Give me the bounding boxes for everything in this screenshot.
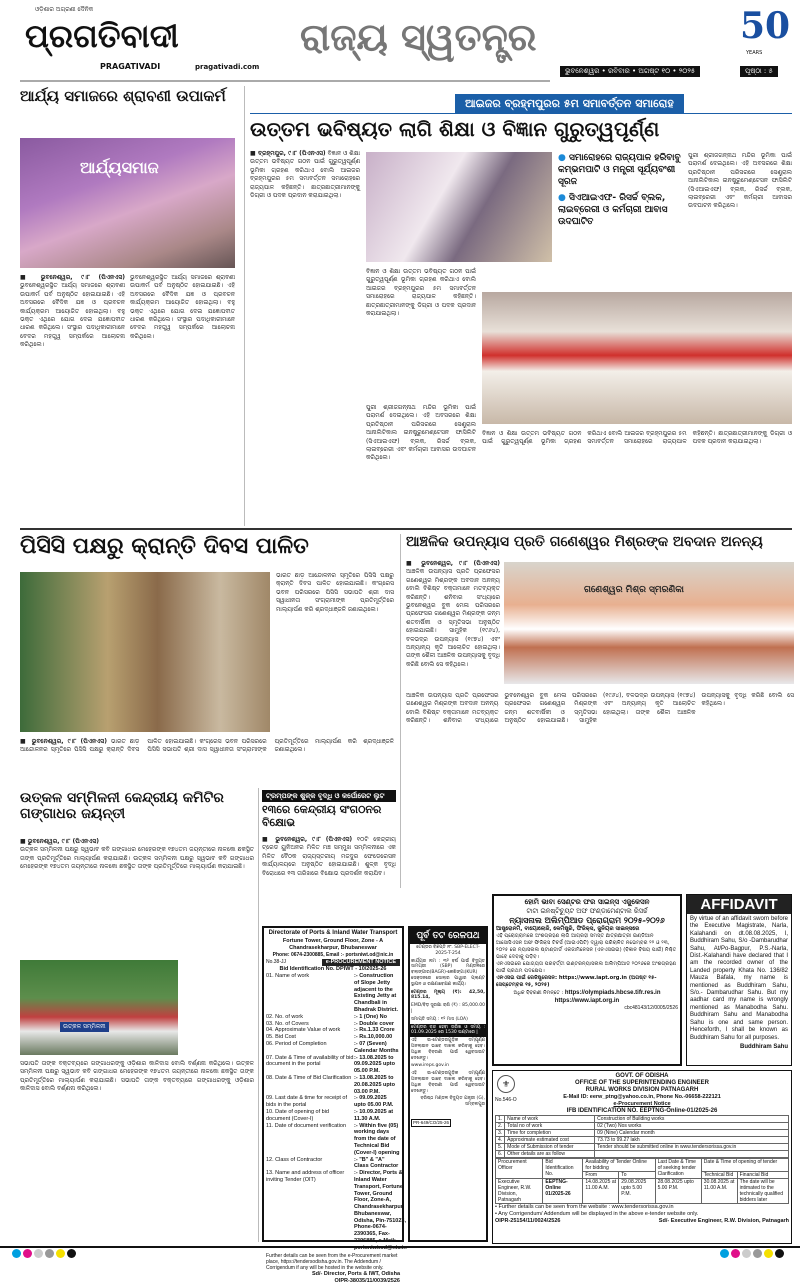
- anniversary-label: YEARS: [746, 50, 763, 56]
- grey-dot-icon: [742, 1249, 751, 1258]
- pcc-body-lower: [20, 738, 394, 780]
- railway-tender-no: ଟେଣ୍ଡର ବିଜ୍ଞପ୍ତି ନଂ. SBP-ELECT-2025-T-254: [416, 945, 480, 956]
- table-cell: EEPTNG-Online 01/2025-26: [543, 1179, 583, 1204]
- arya-body-col2: [130, 274, 235, 524]
- affidavit-ad: [686, 894, 792, 1066]
- row-value: :- Double cover: [354, 1020, 395, 1027]
- logo-wordmark: ପ୍ରଗତିବାଦୀ: [25, 17, 179, 55]
- table-cell: 4.: [496, 1137, 505, 1144]
- ports-address2: Chandrasekharpur, Bhubaneswar: [289, 944, 377, 951]
- table-row: [496, 1179, 789, 1204]
- cyan-dot-icon: [720, 1249, 729, 1258]
- table-row: [266, 1157, 400, 1171]
- highlight-item: ● ସିଏଆଇଏଫ- ରିସର୍ଚ୍ଚ ବ୍ଲକ, ଲାଇବ୍ରେରୀ ଓ କର୍ମଚାରୀ ଆବାସ ଉଦଘାଟିତ: [558, 193, 668, 227]
- table-cell: [595, 1151, 789, 1158]
- row-label: 04. Approximate Value of work: [266, 1027, 341, 1034]
- ports-tender-ad: [262, 926, 406, 1285]
- trade-kicker: ଟ୍ରମ୍ପଙ୍କ ଶୁଳ୍କ ବୃଦ୍ଧି ଓ କର୍ପୋରେଟ ଲୁଟ: [262, 790, 396, 802]
- railway-emd: EMD/ବିଡ଼ ସୁରକ୍ଷା ରାଶି (₹) : 85,000.00 |: [411, 1003, 485, 1014]
- row-value: :- 13.08.2025 to 20.08.2025 upto 03.00 P.M.: [354, 1074, 395, 1095]
- logo-english: PRAGATIVADI: [100, 62, 161, 71]
- table-row: [496, 1151, 789, 1158]
- olympiad-link-1: ଅଧିକ ବିବରଣୀ ନିମନ୍ତେ : https://olympiads.hbcse.tifr.res.in: [513, 990, 661, 996]
- rwd-gov: GOVT. OF ODISHA: [615, 1073, 669, 1079]
- row-value: :- Rs.1.33 Crore: [354, 1027, 395, 1034]
- dateline: ଭୁବନେଶ୍ୱର • ରବିବାର • ଅଗଷ୍ଟ ୧୦ • ୨୦୨୫: [560, 66, 700, 77]
- row-label: 10. Date of opening of bid document (Cover-I): [266, 1108, 329, 1122]
- row-value: :- Construction of Slope Jetty adjacent to the Existing Jetty at Chandbali in Bhadrak District.: [354, 973, 399, 1013]
- table-cell: Name of work: [505, 1116, 595, 1123]
- table-cell: 28.08.2025 upto 5.00 P.M.: [655, 1179, 701, 1204]
- row-value: :- 07 (Seven) Calendar Months: [354, 1040, 399, 1054]
- table-cell: 5.: [496, 1144, 505, 1151]
- table-cell: Other details are as follow: [505, 1151, 595, 1158]
- olympiad-body2: ଏନଏସଇରେ ଯୋଗ୍ୟତା ପରବର୍ତ୍ତୀ ଇଣ୍ଟରନ୍ୟାସନାଲ ଅଲିମ୍ପିଆଡ ୨୦୨୬ରେ ଅଂଶଗ୍ରହଣ ପାଇଁ ପ୍ରଥମ ପଦକ୍ଷେପ।: [496, 961, 677, 974]
- railway-loa: ସମାପ୍ତି ସମୟ : ୧୨ ମାସ (LOA): [411, 1016, 468, 1022]
- row-label: 11. Date of document verification: [266, 1122, 346, 1129]
- novel-headline: ଆଞ୍ଚଳିକ ଉପନ୍ୟାସ ପ୍ରତି ଗଣେଶ୍ୱର ମିଶ୍ରଙ୍କ ଅବଦାନ ଅନନ୍ୟ: [406, 534, 763, 550]
- row-label: 02. No. of work: [266, 1013, 303, 1020]
- ports-contact: Phone: 0674-2300885, Email :- portsniwt.od@nic.in: [272, 951, 394, 958]
- novel-dateline: ■ ଭୁବନେଶ୍ୱର, ୯।୮ (ପିଏନଏସ): [406, 560, 500, 567]
- rwd-oipr: OIPR-25154/11/0024/2526: [495, 1217, 561, 1224]
- row-value: :- 09.09.2025 upto 05.00 P.M.: [354, 1095, 394, 1109]
- magenta-dot-icon: [23, 1249, 32, 1258]
- rwd-sign: Sd/- Executive Engineer, R.W. Division, Patnagarh: [658, 1217, 789, 1224]
- black-dot-icon: [67, 1249, 76, 1258]
- olympiad-subjects: ଆଷ୍ଟ୍ରୋନମି, ବାୟୋଲୋଜି, କେମିଷ୍ଟ୍ରି, ଫିଜିକ୍ସ, ଜୁନିୟର ସାଇନ୍ସରେ: [496, 925, 640, 932]
- iiser-side-body: ପୁରୀ ଶ୍ରୀଜଗନ୍ନାଥ ମନ୍ଦିର ଭୂମିକା ପାଇଁ ପରାମର୍ଶ ଦେଇଥିଲେ। ଏହି ଅବସରରେ ଶିକ୍ଷା ପ୍ରତିଷ୍ଠାନ ପରିସରରେ ସେଣ୍ଟ୍ରାଲ ଆନାଲିଟିକାଲ ଇନଷ୍ଟ୍ରୁମେଣ୍ଟେସନ ଫାସିଲିଟି (ସିଏଆଇଏଫ) ବ୍ଲକ, ରିସର୍ଚ୍ଚ ବ୍ଲକ, ଲାଇବ୍ରେରୀ ଏବଂ କର୍ମଚାରୀ ଆବାସର ଉଦଘାଟନ କରିଥିଲେ।: [688, 152, 792, 210]
- table-cell: Executive Engineer, R.W. Division, Patnagarh: [496, 1179, 543, 1204]
- ports-oipr: OIPR-38035/11/0039/2526: [334, 1278, 400, 1285]
- black-dot-icon: [775, 1249, 784, 1258]
- iiser-body: ବିଜ୍ଞାନ ଓ ଶିକ୍ଷା ଉତ୍ତମ ଭବିଷ୍ୟତ ଗଠନ ପାଇଁ ଗୁରୁତ୍ୱପୂର୍ଣ୍ଣ ଭୂମିକା ଗ୍ରହଣ କରିଥାଏ ବୋଲି ଆଇଜର ବ୍ରହ୍ମପୁରର ୫ମ ସମାବର୍ତ୍ତନ ସମାରୋହରେ ରାଜ୍ୟପାଳ କହିଛନ୍ତି। ଛାତ୍ରଛାତ୍ରୀମାନଙ୍କୁ ଡିଗ୍ରୀ ଓ ପଦକ ପ୍ରଦାନ କରାଯାଇଥିଲା।: [250, 150, 360, 200]
- table-cell: 3.: [496, 1130, 505, 1137]
- table-row: [496, 1144, 789, 1151]
- rwd-ifb: IFB IDENTIFICATION NO. EEPTNG-Online-01/2025-26: [566, 1108, 718, 1114]
- rwd-schedule-table: [495, 1158, 789, 1204]
- kicker-rule: [250, 113, 792, 114]
- table-row: [266, 1034, 400, 1041]
- table-row: [266, 1021, 400, 1028]
- railway-work: କାର୍ଯ୍ୟର ନାମ : ୩୨ ବର୍ଷ ପାଇଁ ବିଦ୍ୟୁତ ସାମଗ୍ରୀ (SBP) ମଣ୍ଡଳରେ ବଲାଙ୍ଗୀର(BAGR)-କେଶିଙ୍ଗା(KUR) ସେକ୍ସନରେ ସୋଲାର ପାୱାର ପ୍ଲାଣ୍ଟ ସ୍ଥାପନ ଓ ରକ୍ଷଣାବେକ୍ଷଣ କାର୍ଯ୍ୟ।: [411, 958, 485, 987]
- section-title: ରାଜ୍ୟ ସ୍ୱତନ୍ତ୍ର: [300, 15, 537, 59]
- row-value: :- 10.09.2025 at 11.30 A.M.: [354, 1108, 394, 1122]
- utkal-dateline: ■ ଭୁବନେଶ୍ୱର, ୯।୮ (ପିଏନଏସ): [20, 838, 99, 845]
- section-divider: [20, 528, 792, 530]
- trade-body-text: ୧୦ଟି କେନ୍ଦ୍ରୀୟ ଟ୍ରେଡ ୟୁନିଅନର ମିଳିତ ମଞ୍ଚ ସମ୍ମୁଖ ସମ୍ମିଳନୀରେ ଏକ ମିଳିତ ବୈଠକ ରାଜ୍ୟସ୍ତରୀୟ ମଜଦୁର ଫେଡେରେସନ କାର୍ଯ୍ୟାଳୟରେ ଅନୁଷ୍ଠିତ ହୋଇଯାଇଛି। ଶୁଳ୍କ ବୃଦ୍ଧି ବିରୋଧରେ ୧୩ ତାରିଖରେ ବିକ୍ଷୋଭ ପ୍ରଦର୍ଶନ କରାଯିବ।: [262, 836, 396, 877]
- table-cell: 73.73 to 99.27 lakh: [595, 1137, 789, 1144]
- affidavit-body: By virtue of an affidavit sworn before the Executive Magistrate, Narla, Kalahandi on dt.08.08.2025, I, Buddhiram Sahu, S/o -Dambarudhar Sahu, At/Po-Bagpur, P.S.-Narla, Dist.-Kalahandi have declared that I am the recorded owner of the Landed property Khata No. 136/82 Mauza Bafala, my name is mentioned as Buddhiram Sahu, S/o.- Dambarudhar Sahu. But my aadhar card my name is wrongly mentioned as Manabodha Sahu. Buddhiram Sahu and Manabodha Sahu is one and same person. Henceforth, I shall be known as Buddhiram Sahu for all purposes.: [690, 916, 788, 1041]
- trade-body: [262, 836, 396, 922]
- table-row: [496, 1159, 789, 1172]
- ports-bid-id: Bid Identification No. DPIWT - 10/2025-26: [279, 966, 387, 972]
- grey-dot-icon: [34, 1249, 43, 1258]
- row-value: :- Director, Ports & Inland Water Transport, Fortune Tower, Ground Floor, Zone-A, Chandrasekharpur, Bhubaneswar, Odisha, Pin-751023, Phone-0674-2390365, Fax-2396885, e-Mail: -: [354, 1170, 406, 1245]
- table-cell: 09 (Nine) Calendar month: [595, 1130, 789, 1137]
- table-row: [496, 1130, 789, 1137]
- row-label: 09. Last date & time for receipt of bids in the portal: [266, 1095, 348, 1109]
- iiser-headline: ଉତ୍ତମ ଭବିଷ୍ୟତ ଲାଗି ଶିକ୍ଷା ଓ ବିଜ୍ଞାନ ଗୁରୁତ୍ୱପୂର୍ଣ୍ଣ: [250, 117, 660, 141]
- utkal-body2: ସଭାପତି ତାଙ୍କ ବକ୍ତବ୍ୟରେ ଗଙ୍ଗାଧରଙ୍କୁ ଓଡ଼ିଶାର କାଳିଦାସ ବୋଲି ବର୍ଣ୍ଣନା କରିଥିଲେ। ଉତ୍କଳ ସମ୍ମିଳନୀ ପକ୍ଷରୁ ସ୍ୱଭାବ କବି ଗଙ୍ଗାଧର ମେହେରଙ୍କ ୧୭୪ତମ ଜୟନ୍ତୀରେ ନାଳକୋ ଛକସ୍ଥିତ ତାଙ୍କ ପ୍ରତିମୂର୍ତ୍ତିରେ ମାଲ୍ୟାର୍ପଣ କରାଯାଇଛି। ସଭାପତି ତାଙ୍କ ବକ୍ତବ୍ୟରେ ଗଙ୍ଗାଧରଙ୍କୁ ଓଡ଼ିଶାର କାଳିଦାସ ବୋଲି ବର୍ଣ୍ଣନା କରିଥିଲେ।: [20, 1060, 254, 1093]
- affidavit-sign: Buddhiram Sahu: [739, 1043, 788, 1050]
- table-row: [266, 1123, 400, 1157]
- railway-site[interactable]: www.ireps.gov.in: [411, 1063, 449, 1069]
- column-divider: [258, 788, 259, 1242]
- olympiad-ref: cbc48143/12/0005/2526: [624, 1005, 678, 1011]
- table-cell: Construction of Building works: [595, 1116, 789, 1123]
- pcc-body: ଭାରତ ଛାଡ଼ ଆନ୍ଦୋଳନର ସ୍ମୃତିରେ ପିସିସି ପକ୍ଷରୁ କ୍ରାନ୍ତି ଦିବସ ପାଳିତ ହୋଇଯାଇଛି। କଂଗ୍ରେସ ଭବନ ପରିସରରେ ପିସିସି ସଭାପତି ଶ୍ରୀ ଦାସ ସ୍ୱାଧୀନତା ସଂଗ୍ରାମୀଙ୍କ ପ୍ରତିମୂର୍ତ୍ତିରେ ମାଲ୍ୟାର୍ପଣ କରି ଶ୍ରଦ୍ଧାଞ୍ଜଳି ଜଣାଇଥିଲେ।: [276, 572, 394, 613]
- novel-photo-banner: ଗଣେଶ୍ୱର ମିଶ୍ର ସ୍ମରଣିକା: [584, 585, 684, 595]
- arya-photo[interactable]: [20, 138, 235, 268]
- anniversary-logo: [740, 6, 790, 66]
- arya-body-cont: ଭୁବନେଶ୍ୱରସ୍ଥିତ ଆର୍ଯ୍ୟ ସମାଜରେ ଶ୍ରାବଣୀ ଉପାକର୍ମ ପର୍ବ ଅନୁଷ୍ଠିତ ହୋଇଯାଇଛି। ଏହି ଅବସରରେ ବୈଦିକ ଯଜ୍ଞ ଓ ପ୍ରବଚନ କାର୍ଯ୍ୟକ୍ରମ ଆୟୋଜିତ ହୋଇଥିଲା। ବହୁ ଭକ୍ତ ଏଥିରେ ଯୋଗ ଦେଇ ଯଜ୍ଞୋପବୀତ ଧାରଣ କରିଥିଲେ। ସଂସ୍ଥାର ପଦାଧିକାରୀମାନେ ବେଦର ମହତ୍ତ୍ୱ ସମ୍ପର୍କରେ ଆଲୋଚନା କରିଥିଲେ।: [130, 274, 235, 340]
- olympiad-title: ନ୍ୟାସନାଲ ଅଲିମ୍ପିଆଡ ପ୍ରୋଗ୍ରାମ ୨୦୨୫-୨୦୨୬: [509, 915, 665, 925]
- header-cell: To: [619, 1172, 655, 1179]
- rwd-contact: E-Mail ID: eerw_ptng@yahoo.co.in, Phone No.-06658-222121: [563, 1094, 721, 1100]
- header-cell: Date & Time of opening of tender: [701, 1159, 788, 1172]
- iiser-body-col1: [250, 150, 360, 525]
- novel-body-col1: [406, 560, 500, 686]
- table-row: [496, 1137, 789, 1144]
- row-label: 06. Period of Completion: [266, 1040, 327, 1047]
- trade-dateline: ■ ଭୁବନେଶ୍ୱର, ୯।୮ (ପିଏନଏସ): [262, 836, 353, 843]
- railway-cost: ଟେଣ୍ଡର ମୂଲ୍ୟ (₹): 42,50, 815.14,: [411, 989, 485, 1001]
- iiser-dateline: ■ ବ୍ରହ୍ମପୁର, ୯।୮ (ପିଏନଏସ): [250, 150, 326, 157]
- arya-body: ଭୁବନେଶ୍ୱରସ୍ଥିତ ଆର୍ଯ୍ୟ ସମାଜରେ ଶ୍ରାବଣୀ ଉପାକର୍ମ ପର୍ବ ଅନୁଷ୍ଠିତ ହୋଇଯାଇଛି। ଏହି ଅବସରରେ ବୈଦିକ ଯଜ୍ଞ ଓ ପ୍ରବଚନ କାର୍ଯ୍ୟକ୍ରମ ଆୟୋଜିତ ହୋଇଥିଲା। ବହୁ ଭକ୍ତ ଏଥିରେ ଯୋଗ ଦେଇ ଯଜ୍ଞୋପବୀତ ଧାରଣ କରିଥିଲେ। ସଂସ୍ଥାର ପଦାଧିକାରୀମାନେ ବେଦର ମହତ୍ତ୍ୱ ସମ୍ପର୍କରେ ଆଲୋଚନା କରିଥିଲେ।: [20, 282, 125, 349]
- row-label: 07. Date & Time of availability of bid document in the portal: [266, 1054, 354, 1068]
- row-label: 01. Name of work: [266, 973, 310, 979]
- utkal-photo-banner: ଉତ୍କଳ ସମ୍ମିଳନୀ: [60, 1022, 109, 1032]
- magenta-dot-icon: [731, 1249, 740, 1258]
- table-row: [496, 1116, 789, 1123]
- header-cell: Technical Bid: [701, 1172, 737, 1179]
- logo-tagline: ଓଡ଼ିଶାର ଅଗ୍ରଣୀ ଦୈନିକ: [35, 6, 94, 13]
- table-cell: Time for completion: [505, 1130, 595, 1137]
- rwd-summary-table: [495, 1115, 789, 1158]
- row-value: :- Rs.10,000.00: [354, 1034, 393, 1041]
- header-cell: Procurement Officer: [496, 1159, 543, 1179]
- header-cell: Financial Bid: [737, 1172, 788, 1179]
- novel-body: ଆଞ୍ଚଳିକ ଉପନ୍ୟାସ ପ୍ରତି ପ୍ରଫେସର ଗଣେଶ୍ୱର ମିଶ୍ରଙ୍କ ଅବଦାନ ଅନନ୍ୟ ବୋଲି ବିଶିଷ୍ଟ ବକ୍ତାମାନେ ମତବ୍ୟକ୍ତ କରିଛନ୍ତି। ଶନିବାର ସଂଧ୍ୟାରେ ଭୁବନେଶ୍ୱର ବୁକ ମେଳା ପରିସରରେ ପ୍ରଫେସର ଗଣେଶ୍ୱର ମିଶ୍ରଙ୍କ ଜନ୍ମ ଶତବାର୍ଷିକୀ ଓ ସ୍ମୃତିସଭା ଅନୁଷ୍ଠିତ ହୋଇଯାଇଛି। ସାମୁହିକ (୧୯୬୪), ବଳଭଦ୍ର ଉପନ୍ୟାସ (୧୯୭୪) ଏବଂ ଅନ୍ୟାନ୍ୟ କୃତି ଆଲୋଚିତ ହୋଇଥିଲା। ତାଙ୍କ ଶୈଳୀ ଆଞ୍ଚଳିକ ଉପନ୍ୟାସକୁ ବୃଦ୍ଧି କରିଛି ବୋଲି ସେ କହିଥିଲେ।: [406, 568, 500, 668]
- masthead-rule: [20, 80, 550, 82]
- trade-headline: ୧୩ରେ କେନ୍ଦ୍ରୀୟ ସଂଗଠନର ବିକ୍ଷୋଭ: [262, 803, 382, 829]
- pcc-photo[interactable]: [20, 572, 270, 732]
- header-cell: From: [583, 1172, 619, 1179]
- railway-title: ପୂର୍ବ ତଟ ରେଳପଥ: [410, 928, 486, 944]
- yellow-dot-icon: [56, 1249, 65, 1258]
- olympiad-line2: ଟାଟା ଇନଷ୍ଟିଚ୍ୟୁଟ ଅଫ ଫଣ୍ଡାମେଣ୍ଟାଲ ରିସର୍ଚ୍ଚ: [526, 907, 648, 915]
- table-row: [266, 1041, 400, 1055]
- arya-body-col1: [20, 274, 125, 524]
- pcc-body-cont: ଭାରତ ଛାଡ଼ ଆନ୍ଦୋଳନର ସ୍ମୃତିରେ ପିସିସି ପକ୍ଷରୁ କ୍ରାନ୍ତି ଦିବସ ପାଳିତ ହୋଇଯାଇଛି। କଂଗ୍ରେସ ଭବନ ପରିସରରେ ପିସିସି ସଭାପତି ଶ୍ରୀ ଦାସ ସ୍ୱାଧୀନତା ସଂଗ୍ରାମୀଙ୍କ ପ୍ରତିମୂର୍ତ୍ତିରେ ମାଲ୍ୟାର୍ପଣ କରି ଶ୍ରଦ୍ଧାଞ୍ଜଳି ଜଣାଇଥିଲେ।: [20, 738, 394, 754]
- iiser-photo-dignitaries[interactable]: [366, 152, 552, 262]
- iiser-body-cont: ବିଜ୍ଞାନ ଓ ଶିକ୍ଷା ଉତ୍ତମ ଭବିଷ୍ୟତ ଗଠନ ପାଇଁ ଗୁରୁତ୍ୱପୂର୍ଣ୍ଣ ଭୂମିକା ଗ୍ରହଣ କରିଥାଏ ବୋଲି ଆଇଜର ବ୍ରହ୍ମପୁରର ୫ମ ସମାବର୍ତ୍ତନ ସମାରୋହରେ ରାଜ୍ୟପାଳ କହିଛନ୍ତି। ଛାତ୍ରଛାତ୍ରୀମାନଙ୍କୁ ଡିଗ୍ରୀ ଓ ପଦକ ପ୍ରଦାନ କରାଯାଇଥିଲା।: [366, 268, 476, 318]
- row-value: :- 1 (One) No: [354, 1013, 387, 1020]
- table-row: [496, 1123, 789, 1130]
- rwd-note-2: • Any Corrigendum/ Addendum will be displayed in the above e-tender website only.: [495, 1210, 699, 1217]
- iiser-kicker: ଆଇଜର ବ୍ରହ୍ମପୁରର ୫ମ ସମାବର୍ତ୍ତନ ସମାରୋହ: [455, 94, 684, 113]
- row-value: :- "B" & "A" Class Contractor: [354, 1156, 399, 1170]
- header-cell: Availability of Tender Online for bidding: [583, 1159, 655, 1172]
- table-cell: 6.: [496, 1151, 505, 1158]
- bullet-icon: ●: [558, 153, 569, 163]
- utkal-headline: ଉତ୍କଳ ସମ୍ମିଳନୀ କେନ୍ଦ୍ରୀୟ କମିଟିର ଗଙ୍ଗାଧର ଜୟନ୍ତୀ: [20, 790, 224, 823]
- logo-url[interactable]: pragativadi.com: [195, 63, 260, 71]
- yellow-dot-icon: [764, 1249, 773, 1258]
- iiser-body-col3: ବିଜ୍ଞାନ ଓ ଶିକ୍ଷା ଉତ୍ତମ ଭବିଷ୍ୟତ ଗଠନ ପାଇଁ ଗୁରୁତ୍ୱପୂର୍ଣ୍ଣ ଭୂମିକା ଗ୍ରହଣ କରିଥାଏ ବୋଲି ଆଇଜର ବ୍ରହ୍ମପୁରର ୫ମ ସମାବର୍ତ୍ତନ ସମାରୋହରେ ରାଜ୍ୟପାଳ କହିଛନ୍ତି। ଛାତ୍ରଛାତ୍ରୀମାନଙ୍କୁ ଡିଗ୍ରୀ ଓ ପଦକ ପ୍ରଦାନ କରାଯାଇଥିଲା।: [482, 430, 792, 446]
- row-value: :- 13.08.2025 to 09.09.2025 upto 05.00 P.M.: [354, 1054, 395, 1075]
- column-divider: [244, 86, 245, 526]
- rwd-notice: e-Procurement Notice: [613, 1101, 671, 1107]
- olympiad-ad: [492, 894, 682, 1066]
- table-cell: The date will be intimated to the technically qualified bidders later: [737, 1179, 788, 1204]
- rwd-division: RURAL WORKS DIVISION PATNAGARH: [585, 1087, 699, 1093]
- utkal-body-text: ଉତ୍କଳ ସମ୍ମିଳନୀ ପକ୍ଷରୁ ସ୍ୱଭାବ କବି ଗଙ୍ଗାଧର ମେହେରଙ୍କ ୧୭୪ତମ ଜୟନ୍ତୀରେ ନାଳକୋ ଛକସ୍ଥିତ ତାଙ୍କ ପ୍ରତିମୂର୍ତ୍ତିରେ ମାଲ୍ୟାର୍ପଣ କରାଯାଇଛି।: [20, 846, 254, 862]
- railway-tender-ad: [408, 926, 488, 1242]
- railway-ref: PR-649/CO/25-26: [413, 1119, 450, 1125]
- grey-dot-icon: [753, 1249, 762, 1258]
- table-cell: 2.: [496, 1123, 505, 1130]
- railway-sign: ବରିଷ୍ଠ ମଣ୍ଡଳ ବିଦ୍ୟୁତ ଯନ୍ତ୍ରୀ (G), ସମ୍ବଲପୁର: [420, 1096, 485, 1108]
- ports-title: Directorate of Ports & Inland Water Transport: [268, 930, 398, 936]
- rwd-ref: No.546-O: [495, 1097, 517, 1103]
- rwd-office: OFFICE OF THE SUPERINTENDING ENGINEER: [574, 1080, 709, 1086]
- novel-body-lower: ଆଞ୍ଚଳିକ ଉପନ୍ୟାସ ପ୍ରତି ପ୍ରଫେସର ଗଣେଶ୍ୱର ମିଶ୍ରଙ୍କ ଅବଦାନ ଅନନ୍ୟ ବୋଲି ବିଶିଷ୍ଟ ବକ୍ତାମାନେ ମତବ୍ୟକ୍ତ କରିଛନ୍ତି। ଶନିବାର ସଂଧ୍ୟାରେ ଭୁବନେଶ୍ୱର ବୁକ ମେଳା ପରିସରରେ ପ୍ରଫେସର ଗଣେଶ୍ୱର ମିଶ୍ରଙ୍କ ଜନ୍ମ ଶତବାର୍ଷିକୀ ଓ ସ୍ମୃତିସଭା ଅନୁଷ୍ଠିତ ହୋଇଯାଇଛି। ସାମୁହିକ (୧୯୬୪), ବଳଭଦ୍ର ଉପନ୍ୟାସ (୧୯୭୪) ଏବଂ ଅନ୍ୟାନ୍ୟ କୃତି ଆଲୋଚିତ ହୋଇଥିଲା। ତାଙ୍କ ଶୈଳୀ ଆଞ୍ଚଳିକ ଉପନ୍ୟାସକୁ ବୃଦ୍ଧି କରିଛି ବୋଲି ସେ କହିଥିଲେ।: [406, 692, 794, 725]
- table-row: [266, 1027, 400, 1034]
- anniversary-number: 50: [740, 5, 791, 47]
- rwd-note-1: • Further details can be seen from the website : www.tendersorissa.gov.in: [495, 1204, 674, 1210]
- iiser-body-col2b: ପୁରୀ ଶ୍ରୀଜଗନ୍ନାଥ ମନ୍ଦିର ଭୂମିକା ପାଇଁ ପରାମର୍ଶ ଦେଇଥିଲେ। ଏହି ଅବସରରେ ଶିକ୍ଷା ପ୍ରତିଷ୍ଠାନ ପରିସରରେ ସେଣ୍ଟ୍ରାଲ ଆନାଲିଟିକାଲ ଇନଷ୍ଟ୍ରୁମେଣ୍ଟେସନ ଫାସିଲିଟି (ସିଏଆଇଏଫ) ବ୍ଲକ, ରିସର୍ଚ୍ଚ ବ୍ଲକ, ଲାଇବ୍ରେରୀ ଏବଂ କର୍ମଚାରୀ ଆବାସର ଉଦଘାଟନ କରିଥିଲେ।: [366, 404, 476, 462]
- table-cell: Approximate estimated cost: [505, 1137, 595, 1144]
- table-row: [266, 1055, 400, 1075]
- page-number: ପୃଷ୍ଠା : ୫: [740, 66, 778, 77]
- arya-headline: ଆର୍ଯ୍ୟ ସମାଜରେ ଶ୍ରାବଣୀ ଉପାକର୍ମ: [20, 87, 226, 105]
- row-label: 08. Date & Time of Bid Clarification: [266, 1074, 352, 1081]
- olympiad-link-2[interactable]: https://www.iapt.org.in: [554, 998, 620, 1004]
- table-cell: 1.: [496, 1116, 505, 1123]
- bullet-icon: ●: [558, 193, 569, 203]
- row-label: 13. Name and address of officer inviting Tender (OIT): [266, 1170, 345, 1183]
- header-cell: Bid Identification No.: [543, 1159, 583, 1179]
- utkal-photo[interactable]: [20, 960, 178, 1055]
- arya-dateline: ■ ଭୁବନେଶ୍ୱର, ୯।୮ (ପିଏନଏସ): [20, 274, 125, 281]
- table-row: [266, 1109, 400, 1123]
- row-label: 12. Class of Contractor: [266, 1156, 323, 1163]
- highlight-item: ● ସମାରୋହରେ ରାଜ୍ୟପାଳ ହରିବାବୁ କମ୍ଭମପାଟି ଓ ମନ୍ତ୍ରୀ ସୂର୍ଯ୍ୟବଂଶୀ ସୂରଜ: [558, 153, 681, 187]
- ports-footer: Further details can be seen from the e-Procurement market place, https://tendersodisha.gov.in. The Addendum / Corrigendum if any will be hosted in the website only.: [266, 1252, 398, 1272]
- table-cell: 02 (Two) Nos works: [595, 1123, 789, 1130]
- column-divider: [400, 534, 401, 888]
- railway-body2: ଏହି ଇ-ଟେଣ୍ଡରଗୁଡ଼ିକ ସମ୍ପୂର୍ଣ୍ଣ ଅନଲାଇନ ଭାବେ ଦାଖଲ କରିବାକୁ ହେବ। ଅଧିକ ବିବରଣୀ ପାଇଁ ୱେବସାଇଟ ଦେଖନ୍ତୁ।: [411, 1071, 485, 1094]
- pcc-dateline: ■ ଭୁବନେଶ୍ୱର, ୯।୮ (ପିଏନଏସ): [20, 738, 107, 745]
- olympiad-register[interactable]: ଏନଏସଇ ପାଇଁ ରେଜିଷ୍ଟ୍ରେସନ: https://www.iapt.org.in (ଅଗଷ୍ଟ ୧୫-ସେପ୍ଟେମ୍ବର ୧୫, ୨୦୨୫): [496, 975, 657, 988]
- table-row: [266, 1095, 400, 1109]
- table-cell: Mode of Submission of tender: [505, 1144, 595, 1151]
- header-cell: Last Date & Time of seeking tender Clarification: [655, 1159, 701, 1179]
- table-cell: 14.08.2025 at 11.00 A.M.: [583, 1179, 619, 1204]
- novel-photo[interactable]: [504, 562, 794, 684]
- row-label: 05. Bid Cost: [266, 1034, 296, 1041]
- affidavit-title: AFFIDAVIT: [687, 895, 791, 914]
- cmyk-registration-right: [720, 1249, 784, 1258]
- railway-closing: ଟେଣ୍ଡର ବନ୍ଦ ହେବା ତାରିଖ ଓ ସମୟ : 01.09.2025 ରେ 1530 ଘଣ୍ଟାରେ |: [411, 1024, 485, 1036]
- table-row: [266, 1170, 406, 1252]
- grey-dot-icon: [45, 1249, 54, 1258]
- table-row: [266, 1075, 400, 1095]
- iiser-photo-graduates[interactable]: [482, 292, 792, 424]
- ports-ref: No.38-JJ: [266, 959, 287, 965]
- masthead-logo[interactable]: [20, 6, 270, 76]
- table-cell: 30.08.2025 at 11.00 A.M.: [701, 1179, 737, 1204]
- utkal-body: ■ ଭୁବନେଶ୍ୱର, ୯।୮ (ପିଏନଏସ) ଉତ୍କଳ ସମ୍ମିଳନୀ ପକ୍ଷରୁ ସ୍ୱଭାବ କବି ଗଙ୍ଗାଧର ମେହେରଙ୍କ ୧୭୪ତମ ଜୟନ୍ତୀରେ ନାଳକୋ ଛକସ୍ଥିତ ତାଙ୍କ ପ୍ରତିମୂର୍ତ୍ତିରେ ମାଲ୍ୟାର୍ପଣ କରାଯାଇଛି। ଉତ୍କଳ ସମ୍ମିଳନୀ ପକ୍ଷରୁ ସ୍ୱଭାବ କବି ଗଙ୍ଗାଧର ମେହେରଙ୍କ ୧୭୪ତମ ଜୟନ୍ତୀରେ ନାଳକୋ ଛକସ୍ଥିତ ତାଙ୍କ ପ୍ରତିମୂର୍ତ୍ତିରେ ମାଲ୍ୟାର୍ପଣ କରାଯାଇଛି।: [20, 838, 254, 871]
- iiser-highlights: [558, 152, 682, 286]
- railway-body: ଏହି ଇ-ଟେଣ୍ଡରଗୁଡ଼ିକ ସମ୍ପୂର୍ଣ୍ଣ ଅନଲାଇନ ଭାବେ ଦାଖଲ କରିବାକୁ ହେବ। ଅଧିକ ବିବରଣୀ ପାଇଁ ୱେବସାଇଟ ଦେଖନ୍ତୁ।: [411, 1038, 485, 1061]
- row-value: :- Within five (05) working days from the date of Technical Bid (Cover-I) opening: [354, 1122, 400, 1156]
- table-cell: Total no of work: [505, 1123, 595, 1130]
- ports-rows: [266, 973, 406, 1252]
- table-row: [266, 973, 400, 1014]
- olympiad-body: ଏହି ପ୍ରୋଗ୍ରାମରେ ଅଂଶଗ୍ରହଣ ଲାଗି ଆଗ୍ରହୀ ସମସ୍ତ ଛାତ୍ରଛାତ୍ରୀ ଇଣ୍ଡିଆନ ଆସୋସିଏସନ ଅଫ ଫିଜିକ୍ସ ଟିଚର୍ସ (ଆଇଏପିଟି) ଦ୍ୱାରା ପରିଚାଳିତ ନଭେମ୍ବର ୨୨ ଓ ୨୩, ୨୦୨୫ ରେ ନ୍ୟାସନାଲ ଷ୍ଟାଣ୍ଡାର୍ଡ ଏକଜାମିନେସନ (ଏନଏସଇଇ) (ବିଜ୍ଞାନ ବିଷୟ ପାଇଁ) ନିଶ୍ଚିତ ଭାବେ ଦେବାକୁ ପଡ଼ିବ।: [496, 933, 677, 960]
- ports-address1: Fortune Tower, Ground Floor, Zone - A: [282, 937, 384, 944]
- ports-notice: e-PROCUREMENT NOTICE: [322, 959, 400, 966]
- row-label: 03. No. of Covers: [266, 1020, 309, 1027]
- ports-sign: Sd/- Director, Ports & IWT, Odisha: [311, 1271, 400, 1278]
- olympiad-line1: ହୋମି ଭାବା ସେଣ୍ଟର ଫର ସାଇନ୍ସ ଏଜୁକେସନ: [524, 898, 650, 906]
- footer-rule: [0, 1246, 800, 1248]
- arya-photo-banner: ଆର୍ଯ୍ୟସମାଜ: [80, 158, 159, 177]
- table-cell: Tender should be submitted online in www.tendersorissa.gov.in: [595, 1144, 789, 1151]
- table-row: [266, 1014, 400, 1021]
- iiser-body-col2: [366, 268, 476, 398]
- rwd-tender-ad: [492, 1070, 792, 1244]
- table-cell: 29.08.2025 upto 5.00 P.M.: [619, 1179, 655, 1204]
- cyan-dot-icon: [12, 1249, 21, 1258]
- odisha-emblem-icon: ⚜: [497, 1075, 515, 1093]
- cmyk-registration-left: [12, 1249, 76, 1258]
- pcc-headline: ପିସିସି ପକ୍ଷରୁ କ୍ରାନ୍ତି ଦିବସ ପାଳିତ: [20, 534, 309, 559]
